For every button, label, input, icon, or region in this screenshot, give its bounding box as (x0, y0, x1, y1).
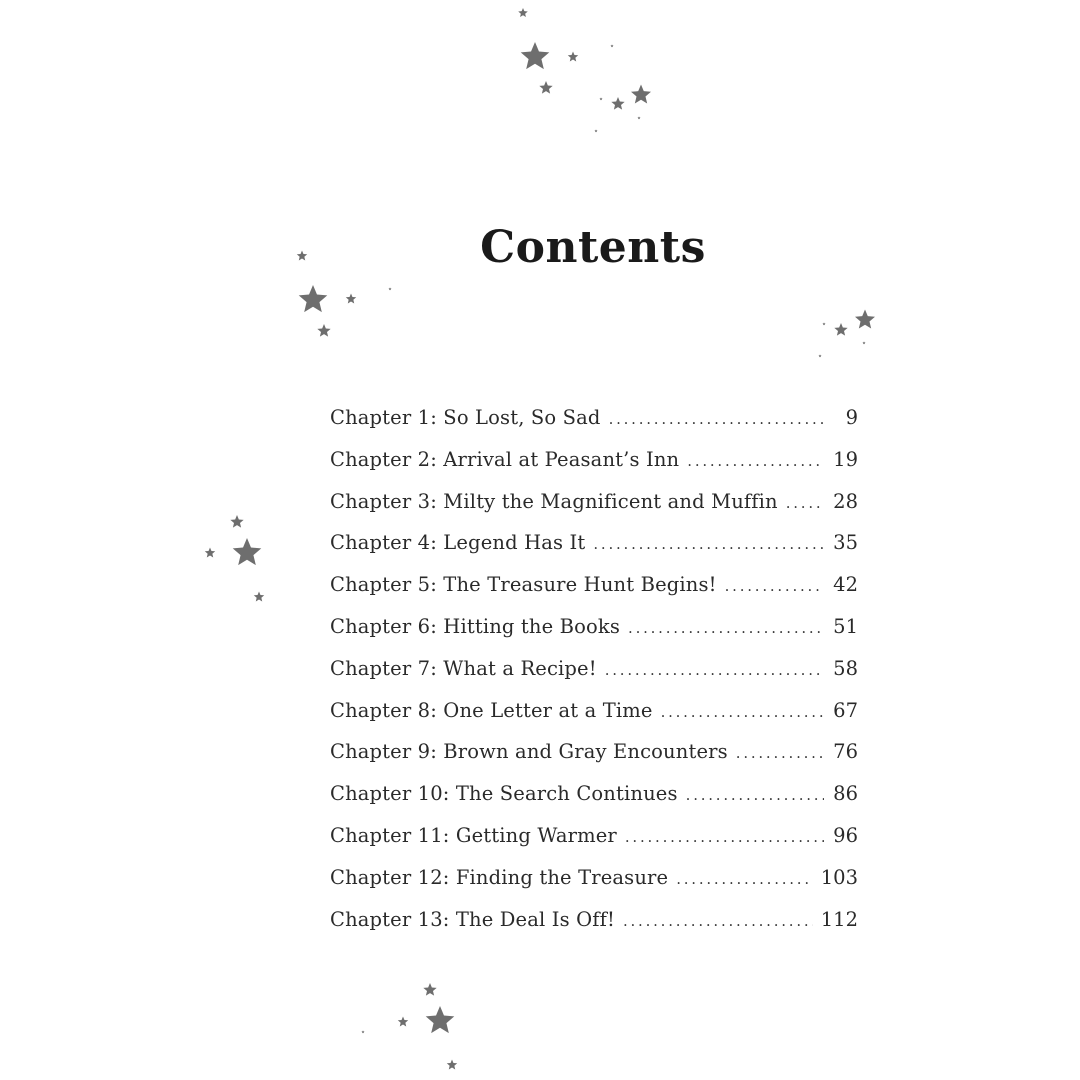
dot-leader (593, 535, 824, 553)
toc-entry-page: 42 (833, 573, 858, 597)
toc-entry-1 (330, 406, 858, 448)
toc-entry-3 (330, 490, 858, 532)
toc-entry-2 (330, 448, 858, 490)
toc-entry-page: 58 (833, 656, 858, 680)
toc-entry-page: 51 (833, 614, 858, 638)
dot-leader (623, 912, 813, 930)
star-icon (862, 341, 865, 344)
star-icon (233, 538, 262, 565)
star-icon (539, 81, 552, 94)
dot-leader (725, 577, 824, 595)
toc-entry-label: Chapter 7: What a Recipe! (330, 656, 597, 680)
toc-entry-10 (330, 782, 858, 824)
toc-entry-page: 67 (833, 698, 858, 722)
toc-entry-page: 103 (820, 865, 858, 889)
toc-entry-label: Chapter 2: Arrival at Peasant’s Inn (330, 447, 680, 471)
star-icon (518, 8, 528, 17)
star-icon (599, 97, 602, 100)
toc-entry-7 (330, 657, 858, 699)
star-icon (426, 1006, 455, 1033)
toc-entry-label: Chapter 11: Getting Warmer (330, 823, 617, 847)
dot-leader (625, 828, 824, 846)
toc-entry-page: 35 (833, 531, 858, 555)
toc-entry-label: Chapter 6: Hitting the Books (330, 614, 621, 638)
toc-entry-page: 112 (820, 907, 858, 931)
toc-entry-5 (330, 573, 858, 615)
star-icon (610, 44, 613, 47)
toc-entry-11 (330, 824, 858, 866)
star-icon (631, 85, 651, 104)
dot-leader (628, 619, 824, 637)
dot-leader (687, 452, 824, 470)
star-icon (568, 52, 578, 62)
star-icon (834, 323, 847, 336)
toc-entry-4 (330, 531, 858, 573)
star-icon (822, 322, 825, 325)
toc-entry-page: 9 (845, 406, 858, 429)
star-icon (388, 287, 391, 290)
star-icon (346, 294, 356, 304)
toc-entry-label: Chapter 12: Finding the Treasure (330, 865, 669, 889)
dot-leader (686, 786, 824, 804)
dot-leader (661, 703, 824, 721)
star-icon (361, 1030, 364, 1033)
toc-entry-page: 96 (833, 823, 858, 847)
star-icon (317, 324, 330, 337)
star-icon (254, 592, 264, 602)
toc-entry-9 (330, 740, 858, 782)
star-icon (447, 1060, 457, 1070)
star-icon (230, 515, 243, 528)
star-icon (205, 548, 215, 558)
toc-entry-label: Chapter 1: So Lost, So Sad (330, 406, 601, 429)
star-icon (423, 983, 436, 996)
dot-leader (609, 410, 824, 428)
dot-leader (605, 661, 824, 679)
star-icon (594, 129, 597, 132)
star-icon (398, 1017, 408, 1027)
star-icon (855, 310, 875, 329)
toc-entry-8 (330, 699, 858, 741)
star-icon (637, 116, 640, 119)
toc-entry-12 (330, 866, 858, 908)
toc-entry-page: 76 (833, 740, 858, 764)
toc-entry-label: Chapter 4: Legend Has It (330, 531, 586, 555)
toc-entry-page: 28 (833, 489, 858, 513)
star-icon (299, 285, 328, 312)
toc-entry-13 (330, 908, 858, 950)
toc-entry-label: Chapter 8: One Letter at a Time (330, 698, 653, 722)
toc-entry-page: 86 (833, 782, 858, 806)
toc-entry-label: Chapter 9: Brown and Gray Encounters (330, 740, 728, 764)
toc-entry-label: Chapter 13: The Deal Is Off! (330, 907, 615, 931)
toc-entry-label: Chapter 10: The Search Continues (330, 782, 678, 806)
table-of-contents (330, 406, 858, 949)
dot-leader (736, 744, 824, 762)
star-icon (611, 97, 624, 110)
toc-entry-page: 19 (833, 447, 858, 471)
toc-entry-6 (330, 615, 858, 657)
dot-leader (786, 494, 824, 512)
toc-entry-label: Chapter 5: The Treasure Hunt Begins! (330, 573, 717, 597)
dot-leader (676, 870, 813, 888)
toc-entry-label: Chapter 3: Milty the Magnificent and Muffin (330, 489, 778, 513)
page-title: Contents (480, 222, 706, 273)
star-icon (818, 354, 821, 357)
star-icon (521, 42, 550, 69)
